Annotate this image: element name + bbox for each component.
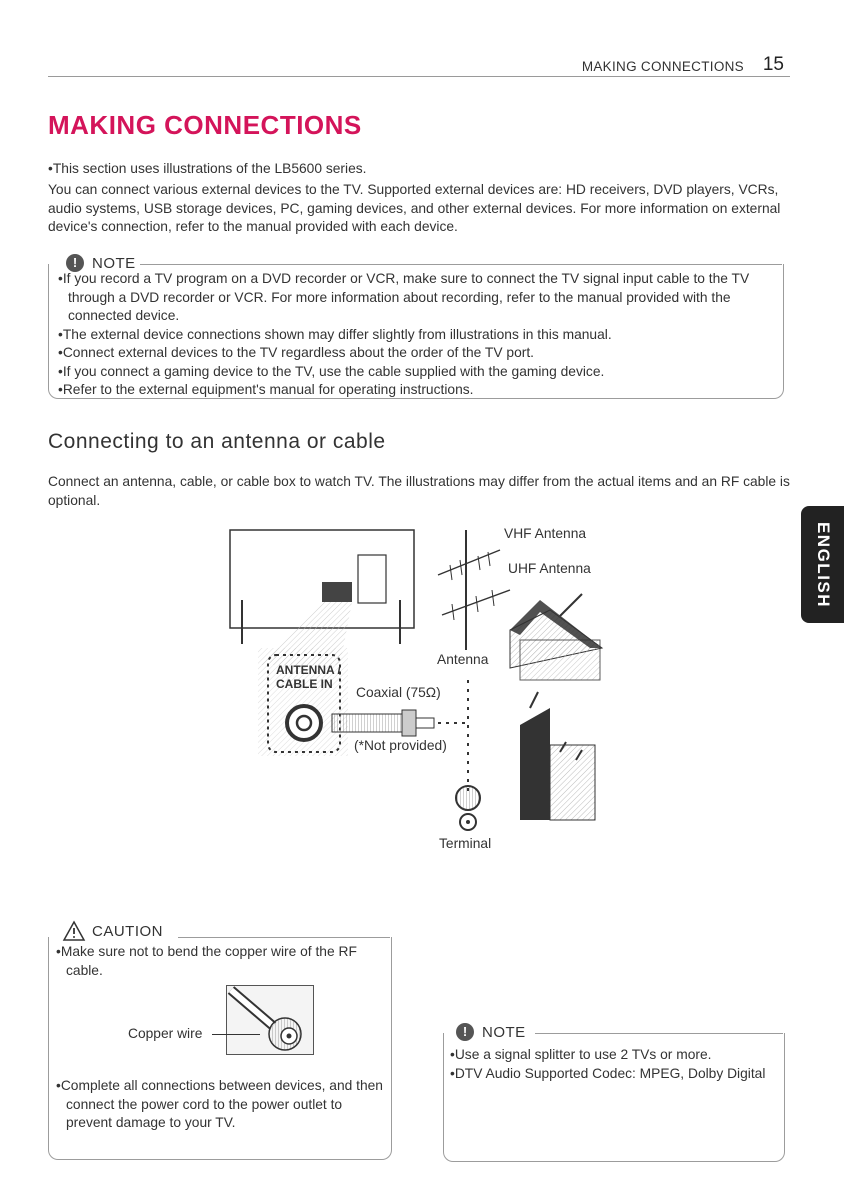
vhf-antenna-label: VHF Antenna: [504, 526, 587, 541]
note2-label: NOTE: [482, 1023, 526, 1041]
note-item: • If you record a TV program on a DVD recorder or VCR, make sure to connect the TV signal input cable to the TV through a DVD recorder or VCR. For more information about recording, refer to the manual provided with the connected device.: [56, 270, 776, 326]
antenna-label: Antenna: [437, 652, 489, 667]
note-item: • The external device connections shown may differ slightly from illustrations in this manual.: [56, 326, 776, 345]
caution-item: • Complete all connections between devices, and then connect the power cord to the power outlet to prevent damage to your TV.: [54, 1077, 384, 1133]
coaxial-label: Coaxial (75Ω): [356, 685, 441, 700]
note-item: • Connect external devices to the TV regardless about the order of the TV port.: [56, 344, 776, 363]
language-tab: [801, 506, 844, 623]
note2-list: [448, 1046, 778, 1083]
warning-icon: [62, 920, 86, 942]
caution-header: [58, 920, 167, 942]
not-provided-label: (*Not provided): [354, 738, 447, 753]
copper-wire-illustration: [226, 985, 314, 1055]
caution-item: • Make sure not to bend the copper wire of the RF cable.: [54, 943, 384, 980]
terminal-label: Terminal: [439, 836, 492, 851]
caution-label: CAUTION: [92, 922, 163, 940]
running-header: MAKING CONNECTIONS: [581, 59, 744, 74]
port-label-line1: ANTENNA /: [276, 663, 341, 677]
intro-bullet: • This section uses illustrations of the LB5600 series.: [48, 160, 790, 179]
section-body: Connect an antenna, cable, or cable box to watch TV. The illustrations may differ from the actual items and an RF cable is optional.: [48, 474, 790, 508]
uhf-antenna-label: UHF Antenna: [508, 561, 591, 576]
copper-wire-label: Copper wire: [128, 1026, 203, 1041]
page-number: 15: [762, 54, 784, 75]
caution-rule: [178, 937, 390, 938]
copper-wire-leader: [212, 1034, 260, 1035]
note-item: • If you connect a gaming device to the TV, use the cable supplied with the gaming device.: [56, 363, 776, 382]
note2-item: • DTV Audio Supported Codec: MPEG, Dolby Digital: [448, 1065, 778, 1084]
note-rule: [140, 264, 782, 265]
section-title: Connecting to an antenna or cable: [48, 430, 386, 453]
antenna-connection-diagram: [220, 520, 620, 865]
note2-header: [452, 1023, 530, 1041]
caution-list-bottom: [54, 1077, 384, 1133]
note-label: NOTE: [92, 254, 136, 272]
page-title: MAKING CONNECTIONS: [48, 110, 362, 140]
intro-body: You can connect various external devices to the TV. Supported external devices are: HD receivers, DVD players, VCRs, audio systems, USB storage devices, PC, gaming devices, and other external devices. For more information on external device's connection, refer to the manual provided with each device.: [48, 182, 781, 234]
language-tab-label: ENGLISH: [813, 521, 833, 608]
info-icon: !: [456, 1023, 474, 1041]
port-label-line2: CABLE IN: [276, 677, 333, 691]
note-item: • Refer to the external equipment's manual for operating instructions.: [56, 381, 776, 400]
note2-rule: [535, 1033, 783, 1034]
info-icon: !: [66, 254, 84, 272]
note-list: [56, 270, 776, 400]
note2-item: • Use a signal splitter to use 2 TVs or more.: [448, 1046, 778, 1065]
header-rule: [48, 76, 790, 77]
rf-connector-icon: [227, 986, 313, 1054]
caution-list-top: [54, 943, 384, 980]
